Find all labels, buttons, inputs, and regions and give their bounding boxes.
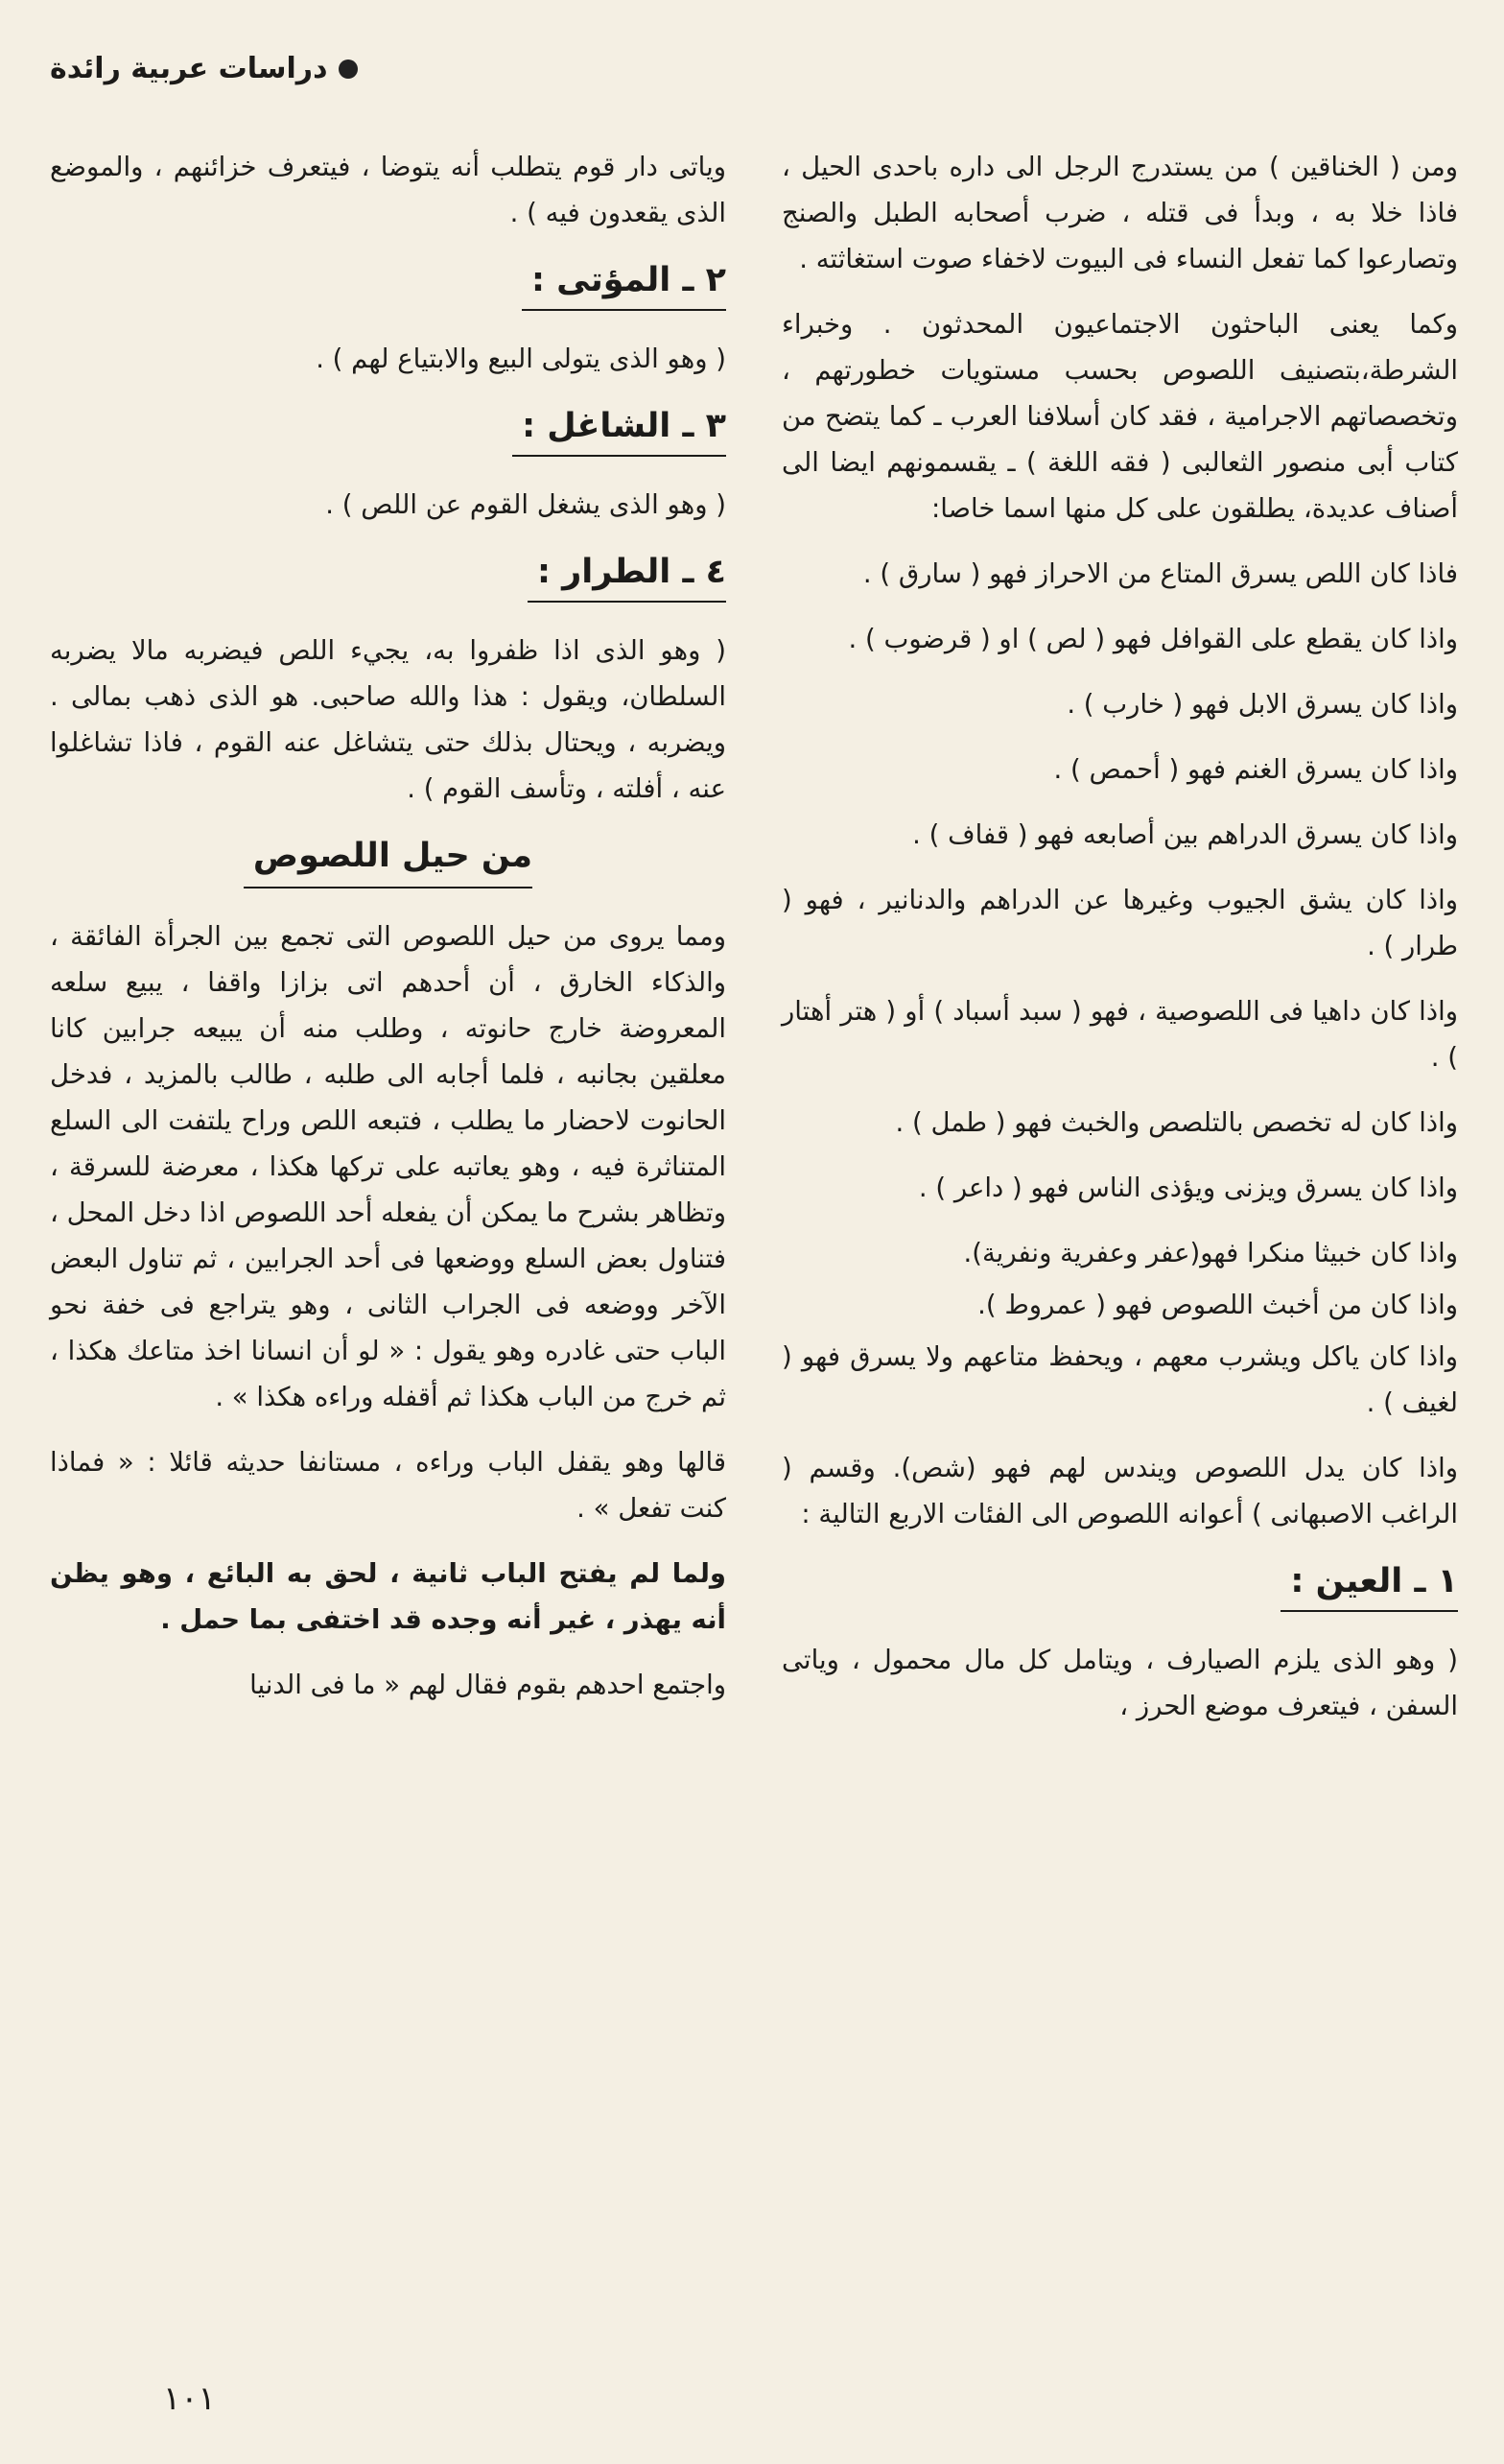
right-column bbox=[782, 144, 1458, 1748]
running-header bbox=[50, 52, 358, 85]
paragraph: واجتمع احدهم بقوم فقال لهم « ما فى الدنيا bbox=[249, 1670, 726, 1700]
paragraph: وياتى دار قوم يتطلب أنه يتوضا ، فيتعرف خزائنهم ، والموضع الذى يقعدون فيه ) . bbox=[50, 152, 726, 228]
section-heading-4 bbox=[50, 549, 726, 603]
bullet-icon bbox=[339, 59, 358, 79]
paragraph: وكما يعنى الباحثون الاجتماعيون المحدثون . وخبراء الشرطة،بتصنيف اللصوص بحسب مستويات خطورتهم ، وتخصصاتهم الاجرامية ، فقد كان أسلافنا العرب ـ كما يتضح من كتاب أبى منصور الثعالبى ( فقه اللغة ) ـ يقسمونهم ايضا الى أصناف عديدة، يطلقون على كل منها اسما خاصا: bbox=[782, 309, 1458, 524]
section-heading-tricks bbox=[50, 833, 726, 888]
header-title: دراسات عربية رائدة bbox=[50, 52, 328, 85]
paragraph: ( وهو الذى يتولى البيع والابتياع لهم ) . bbox=[316, 344, 726, 374]
paragraph: ومما يروى من حيل اللصوص التى تجمع بين الجرأة الفائقة ، والذكاء الخارق ، أن أحدهم اتى بزازا واقفا ، يبيع سلعه المعروضة خارج حانوته ، وطلب منه أن يبيعه جرابين كانا معلقين بجانبه ، فلما أجابه الى طلبه ، طالب بالمزيد ، فدخل الحانوت لاحضار ما يطلب ، فتبعه اللص وراح يلتفت الى السلع المتناثرة فيه ، وهو يعاتبه على تركها هكذا ، معرضة للسرقة ، وتظاهر بشرح ما يمكن أن يفعله أحد اللصوص اذا دخل المحل ، فتناول بعض السلع ووضعها فى أحد الجرابين ، ثم تناول البعض الآخر ووضعه فى الجراب الثانى ، وهو يتراجع فى خفة نحو الباب حتى غادره وهو يقول : « لو أن انسانا اخذ متاعك هكذا ، ثم خرج من الباب هكذا ثم أقفله وراءه هكذا » . bbox=[50, 921, 726, 1412]
paragraph: ( وهو الذى اذا ظفروا به، يجيء اللص فيضربه مالا يضربه السلطان، ويقول : هذا والله صاحبى. هو الذى ذهب بمالى . ويضربه ، ويحتال بذلك حتى يتشاغل عنه القوم ، فاذا تشاغلوا عنه ، أفلته ، وتأسف القوم ) . bbox=[50, 635, 726, 804]
paragraph: واذا كان من أخبث اللصوص فهو ( عمروط ). bbox=[977, 1290, 1458, 1320]
paragraph: واذا كان خبيثا منكرا فهو(عفر وعفرية ونفرية). bbox=[963, 1238, 1458, 1268]
left-column bbox=[50, 144, 726, 1727]
paragraph: واذا كان ياكل ويشرب معهم ، ويحفظ متاعهم ولا يسرق فهو ( لغيف ) . bbox=[782, 1341, 1458, 1418]
paragraph: واذا كان يدل اللصوص ويندس لهم فهو (شص). وقسم ( الراغب الاصبهانى ) أعوانه اللصوص الى الفئات الاربع التالية : bbox=[782, 1453, 1458, 1529]
paragraph: واذا كان داهيا فى اللصوصية ، فهو ( سبد أسباد ) أو ( هتر أهتار ) . bbox=[782, 996, 1458, 1073]
section-heading-3 bbox=[50, 403, 726, 457]
paragraph: ومن ( الخناقين ) من يستدرج الرجل الى داره باحدى الحيل ، فاذا خلا به ، وبدأ فى قتله ، ضرب أصحابه الطبل والصنج وتصارعوا كما تفعل النساء فى البيوت لاخفاء صوت استغاثته . bbox=[782, 152, 1458, 274]
heading-text: من حيل اللصوص bbox=[244, 833, 532, 888]
paragraph: فاذا كان اللص يسرق المتاع من الاحراز فهو ( سارق ) . bbox=[862, 558, 1458, 589]
paragraph: واذا كان له تخصص بالتلصص والخبث فهو ( طمل ) . bbox=[895, 1107, 1458, 1138]
heading-text: ١ ـ العين : bbox=[1281, 1558, 1458, 1612]
paragraph: ( وهو الذى يشغل القوم عن اللص ) . bbox=[325, 489, 726, 520]
section-heading-1 bbox=[782, 1558, 1458, 1612]
paragraph: واذا كان يشق الجيوب وغيرها عن الدراهم والدنانير ، فهو ( طرار ) . bbox=[782, 885, 1458, 961]
paragraph: واذا كان يسرق الغنم فهو ( أحمص ) . bbox=[1053, 754, 1458, 785]
heading-text: ٢ ـ المؤتى : bbox=[522, 257, 726, 311]
paragraph: ( وهو الذى يلزم الصيارف ، ويتامل كل مال محمول ، وياتى السفن ، فيتعرف موضع الحرز ، bbox=[782, 1645, 1458, 1721]
heading-text: ٤ ـ الطرار : bbox=[528, 549, 726, 603]
paragraph: واذا كان يسرق الدراهم بين أصابعه فهو ( قفاف ) . bbox=[912, 819, 1458, 850]
paragraph: واذا كان يسرق ويزنى ويؤذى الناس فهو ( داعر ) . bbox=[918, 1173, 1458, 1203]
paragraph: ولما لم يفتح الباب ثانية ، لحق به البائع ، وهو يظن أنه يهذر ، غير أنه وجده قد اختفى بما حمل . bbox=[50, 1558, 726, 1635]
paragraph: قالها وهو يقفل الباب وراءه ، مستانفا حديثه قائلا : « فماذا كنت تفعل » . bbox=[50, 1447, 726, 1524]
paragraph: واذا كان يقطع على القوافل فهو ( لص ) او ( قرضوب ) . bbox=[848, 624, 1458, 654]
page-number: ١٠١ bbox=[163, 2380, 216, 2418]
paragraph: واذا كان يسرق الابل فهو ( خارب ) . bbox=[1067, 689, 1458, 720]
section-heading-2 bbox=[50, 257, 726, 311]
heading-text: ٣ ـ الشاغل : bbox=[512, 403, 726, 457]
